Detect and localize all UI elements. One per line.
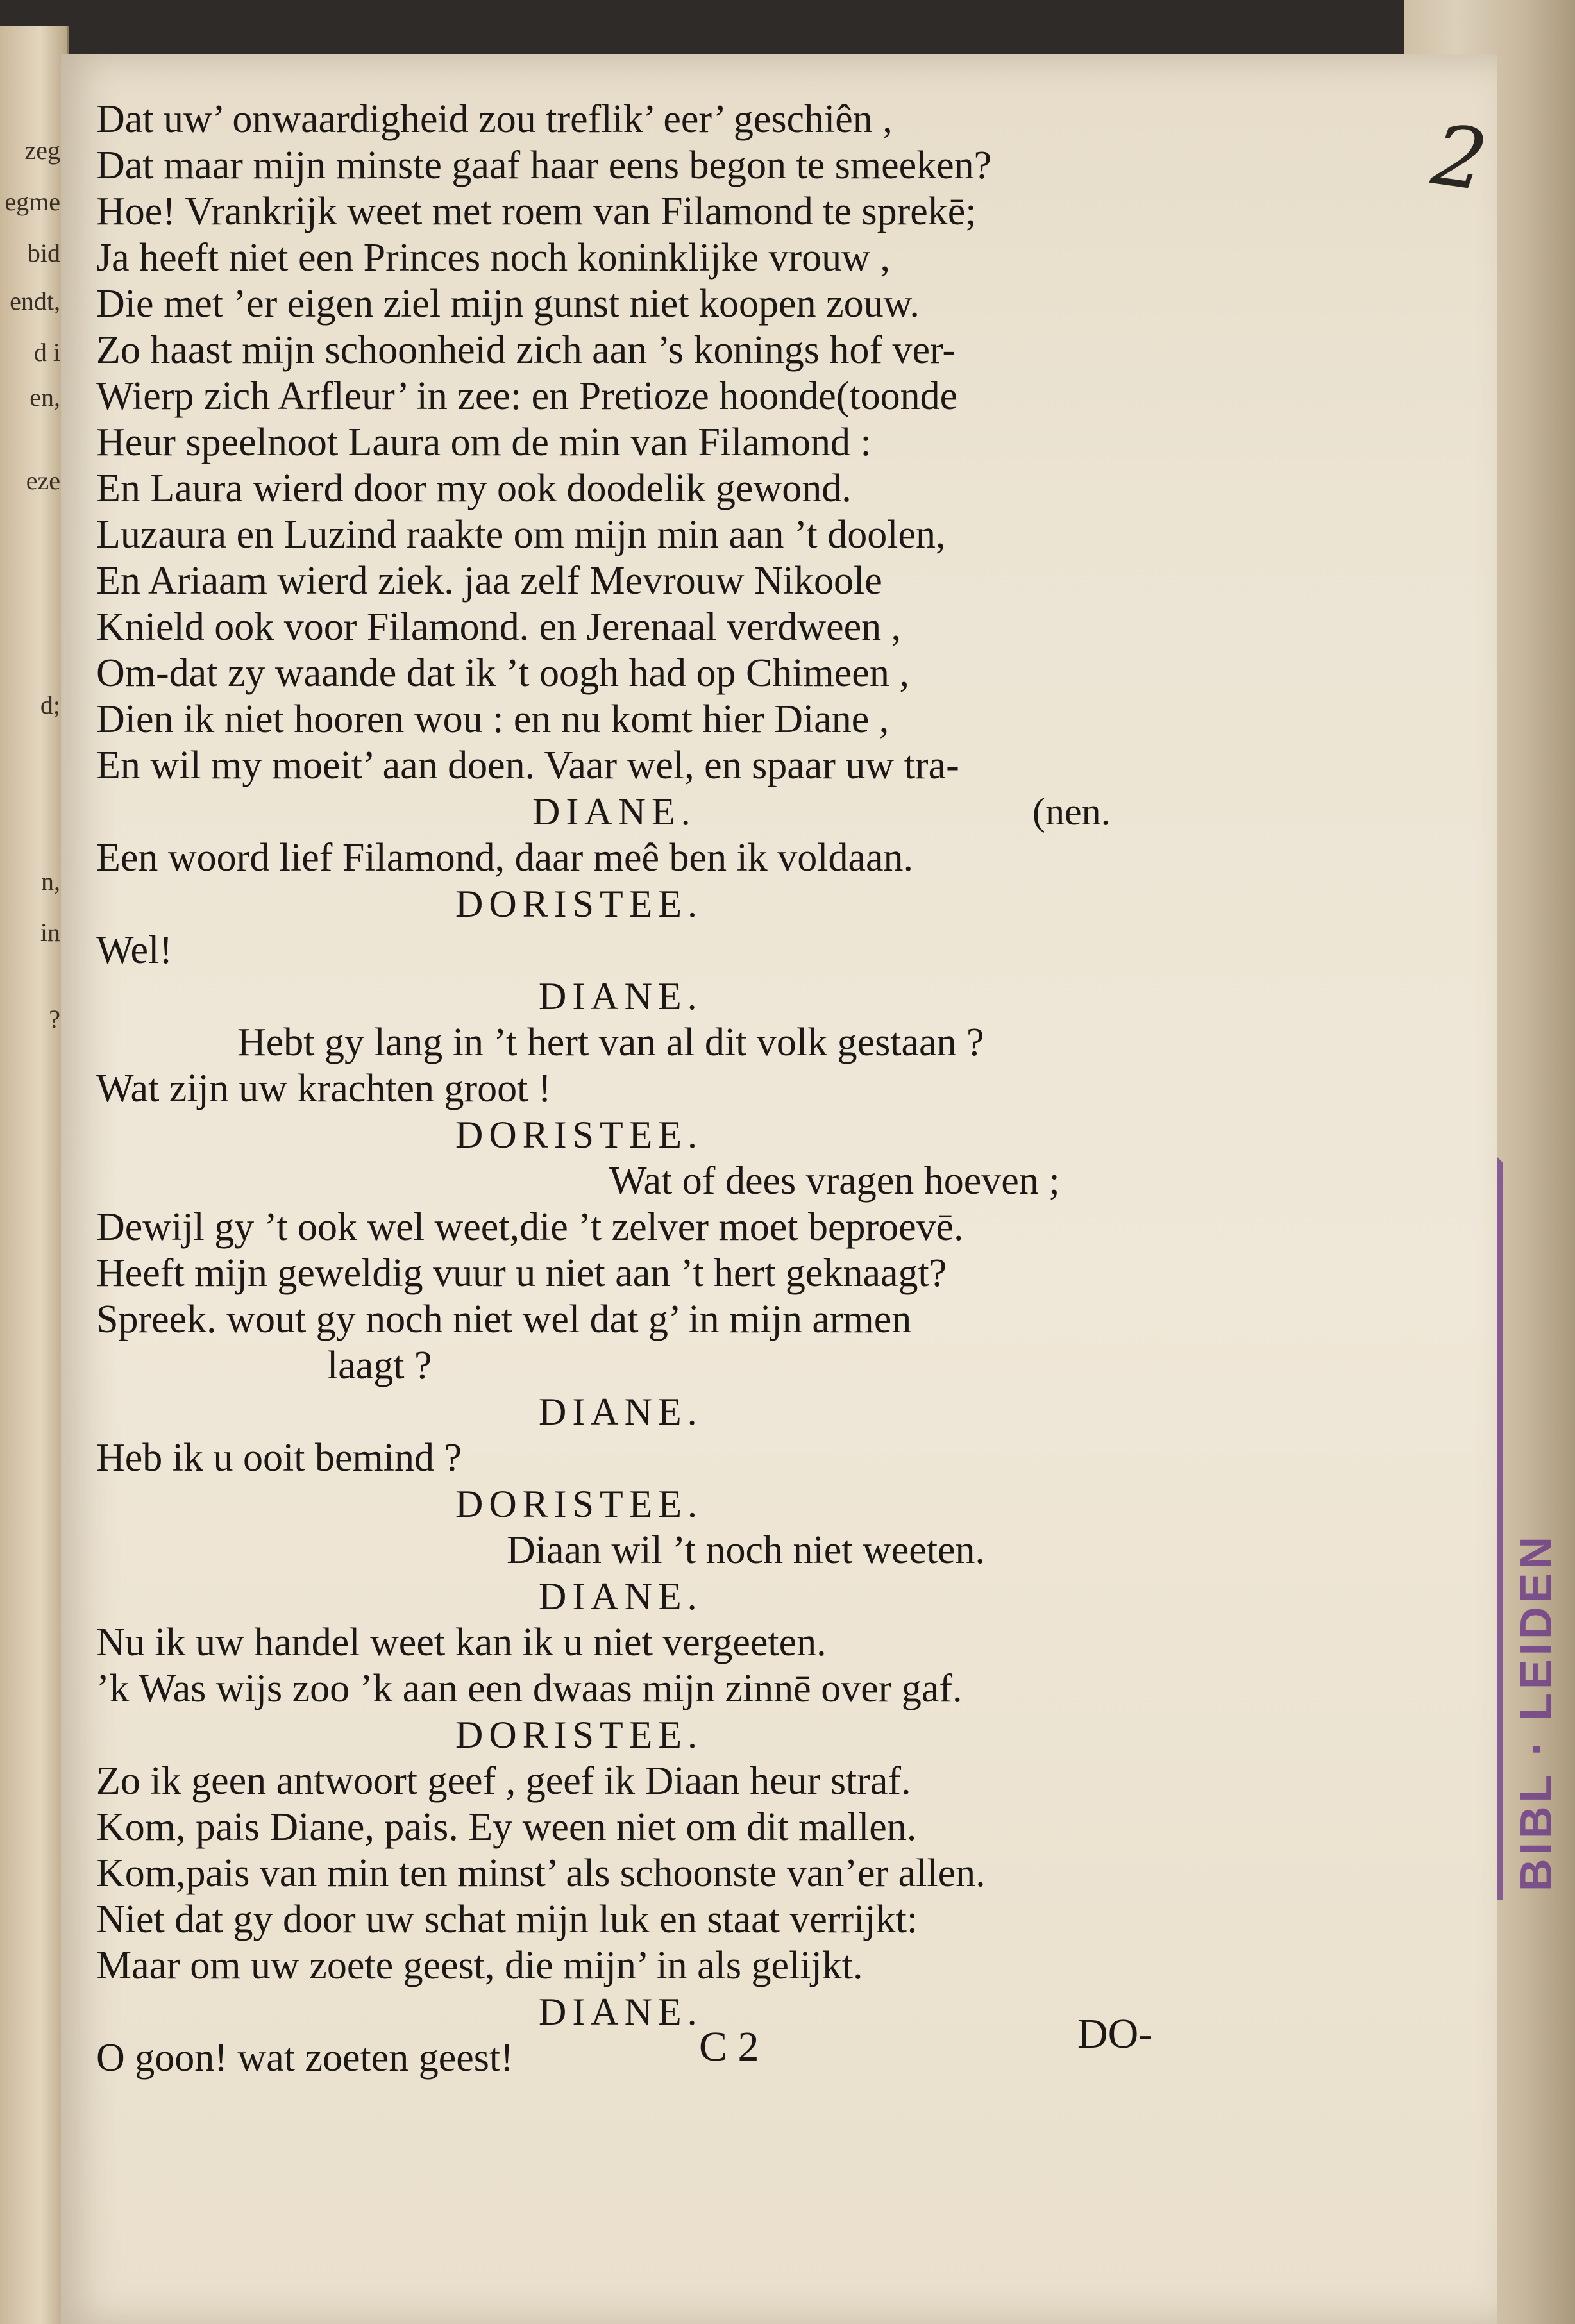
verse-line: Hoe! Vrankrijk weet met roem van Filamond te sprekē; bbox=[96, 190, 977, 233]
verse-line: Wel! bbox=[96, 928, 173, 972]
verse-line: En Laura wierd door my ook doodelik gewond. bbox=[96, 467, 852, 510]
verse-line: Een woord lief Filamond, daar meê ben ik voldaan. bbox=[96, 836, 914, 880]
left-page-fragment: en, bbox=[29, 383, 60, 412]
verse-line: Heur speelnoot Laura om de min van Filamond : bbox=[96, 421, 872, 464]
left-page-fragment: zeg bbox=[24, 136, 60, 165]
verse-line: Heb ik u ooit bemind ? bbox=[96, 1436, 462, 1480]
verse-line: Dien ik niet hooren wou : en nu komt hier Diane , bbox=[96, 698, 889, 741]
verse-line: Kom,pais van min ten minst’ als schoonste van’er allen. bbox=[96, 1852, 986, 1895]
verse-line: Nu ik uw handel weet kan ik u niet vergeeten. bbox=[96, 1621, 827, 1664]
verse-line: Dewijl gy ’t ook wel weet,die ’t zelver moet beproevē. bbox=[96, 1205, 964, 1249]
verse-line: Niet dat gy door uw schat mijn luk en staat verrijkt: bbox=[96, 1898, 918, 1941]
verse-line: O goon! wat zoeten geest! bbox=[96, 2036, 514, 2080]
left-page-fragment: bid bbox=[27, 238, 60, 267]
speaker-name: DORISTEE. bbox=[455, 1114, 703, 1156]
verse-line: Wat zijn uw krachten groot ! bbox=[96, 1067, 552, 1110]
speaker-line bbox=[96, 789, 1379, 835]
verse-line: Spreek. wout gy noch niet wel dat g’ in mijn armen bbox=[96, 1298, 912, 1341]
verse-line: Zo ik geen antwoort geef , geef ik Diaan heur straf. bbox=[96, 1759, 911, 1803]
verse-line: Knield ook voor Filamond. en Jerenaal verdween , bbox=[96, 605, 902, 649]
left-page-fragment: egme bbox=[4, 187, 60, 216]
left-page-edge bbox=[0, 26, 69, 2324]
verse-line: Heeft mijn geweldig vuur u niet aan ’t hert geknaagt? bbox=[96, 1251, 947, 1295]
speaker-name: DIANE. bbox=[532, 790, 696, 833]
page-text bbox=[96, 96, 1379, 2081]
verse-line: Wierp zich Arfleur’ in zee: en Pretioze hoonde(toonde bbox=[96, 374, 958, 418]
left-page-fragment: n, bbox=[41, 867, 60, 896]
folio-number: 2 bbox=[1426, 105, 1493, 210]
verse-line: ’k Was wijs zoo ’k aan een dwaas mijn zinnē over gaf. bbox=[96, 1667, 963, 1710]
left-page-fragment: d i bbox=[33, 338, 60, 367]
speaker-name: DIANE. bbox=[539, 1391, 703, 1433]
verse-line: Hebt gy lang in ’t hert van al dit volk gestaan ? bbox=[237, 1021, 984, 1064]
verse-line: Dat uw’ onwaardigheid zou treflik’ eer’ geschiên , bbox=[96, 97, 893, 141]
verse-line: Kom, pais Diane, pais. Ey ween niet om dit mallen. bbox=[96, 1805, 917, 1849]
speaker-name: DIANE. bbox=[539, 1991, 703, 2033]
verse-line: Wat of dees vragen hoeven ; bbox=[609, 1159, 1060, 1203]
verse-line: Dat maar mijn minste gaaf haar eens begon te smeeken? bbox=[96, 144, 992, 187]
speaker-name: DIANE. bbox=[539, 975, 703, 1017]
speaker-name: DORISTEE. bbox=[455, 1714, 703, 1756]
verse-line: Luzaura en Luzind raakte om mijn min aan ’t doolen, bbox=[96, 513, 946, 556]
left-page-fragment: in bbox=[40, 918, 60, 947]
left-page-fragment: endt, bbox=[10, 287, 60, 315]
left-page-fragment: d; bbox=[40, 690, 60, 719]
speaker-name: DORISTEE. bbox=[455, 883, 703, 925]
verse-line: En Ariaam wierd ziek. jaa zelf Mevrouw Nikoole bbox=[96, 559, 882, 603]
catchword: DO- bbox=[1077, 2011, 1153, 2057]
verse-line: Diaan wil ’t noch niet weeten. bbox=[507, 1528, 986, 1572]
verse-continuation: (nen. bbox=[1032, 790, 1111, 833]
verse-line: En wil my moeit’ aan doen. Vaar wel, en spaar uw tra- bbox=[96, 744, 959, 787]
left-page-fragment: ? bbox=[49, 1005, 60, 1033]
left-page-fragment: eze bbox=[26, 466, 60, 495]
verse-line: Om-dat zy waande dat ik ’t oogh had op Chimeen , bbox=[96, 651, 909, 695]
speaker-name: DORISTEE. bbox=[455, 1483, 703, 1525]
stamp-lettering: BIBL · LEIDEN bbox=[1511, 1533, 1561, 1891]
verse-line: Ja heeft niet een Princes noch koninklijke vrouw , bbox=[96, 236, 890, 280]
verse-line: Maar om uw zoete geest, die mijn’ in als gelijkt. bbox=[96, 1944, 863, 1987]
speaker-name: DIANE. bbox=[539, 1575, 703, 1618]
verse-line: Die met ’er eigen ziel mijn gunst niet koopen zouw. bbox=[96, 282, 920, 326]
verse-line: laagt ? bbox=[327, 1344, 432, 1387]
verse-line: Zo haast mijn schoonheid zich aan ’s konings hof ver- bbox=[96, 328, 956, 372]
signature-mark: C 2 bbox=[699, 2023, 759, 2070]
